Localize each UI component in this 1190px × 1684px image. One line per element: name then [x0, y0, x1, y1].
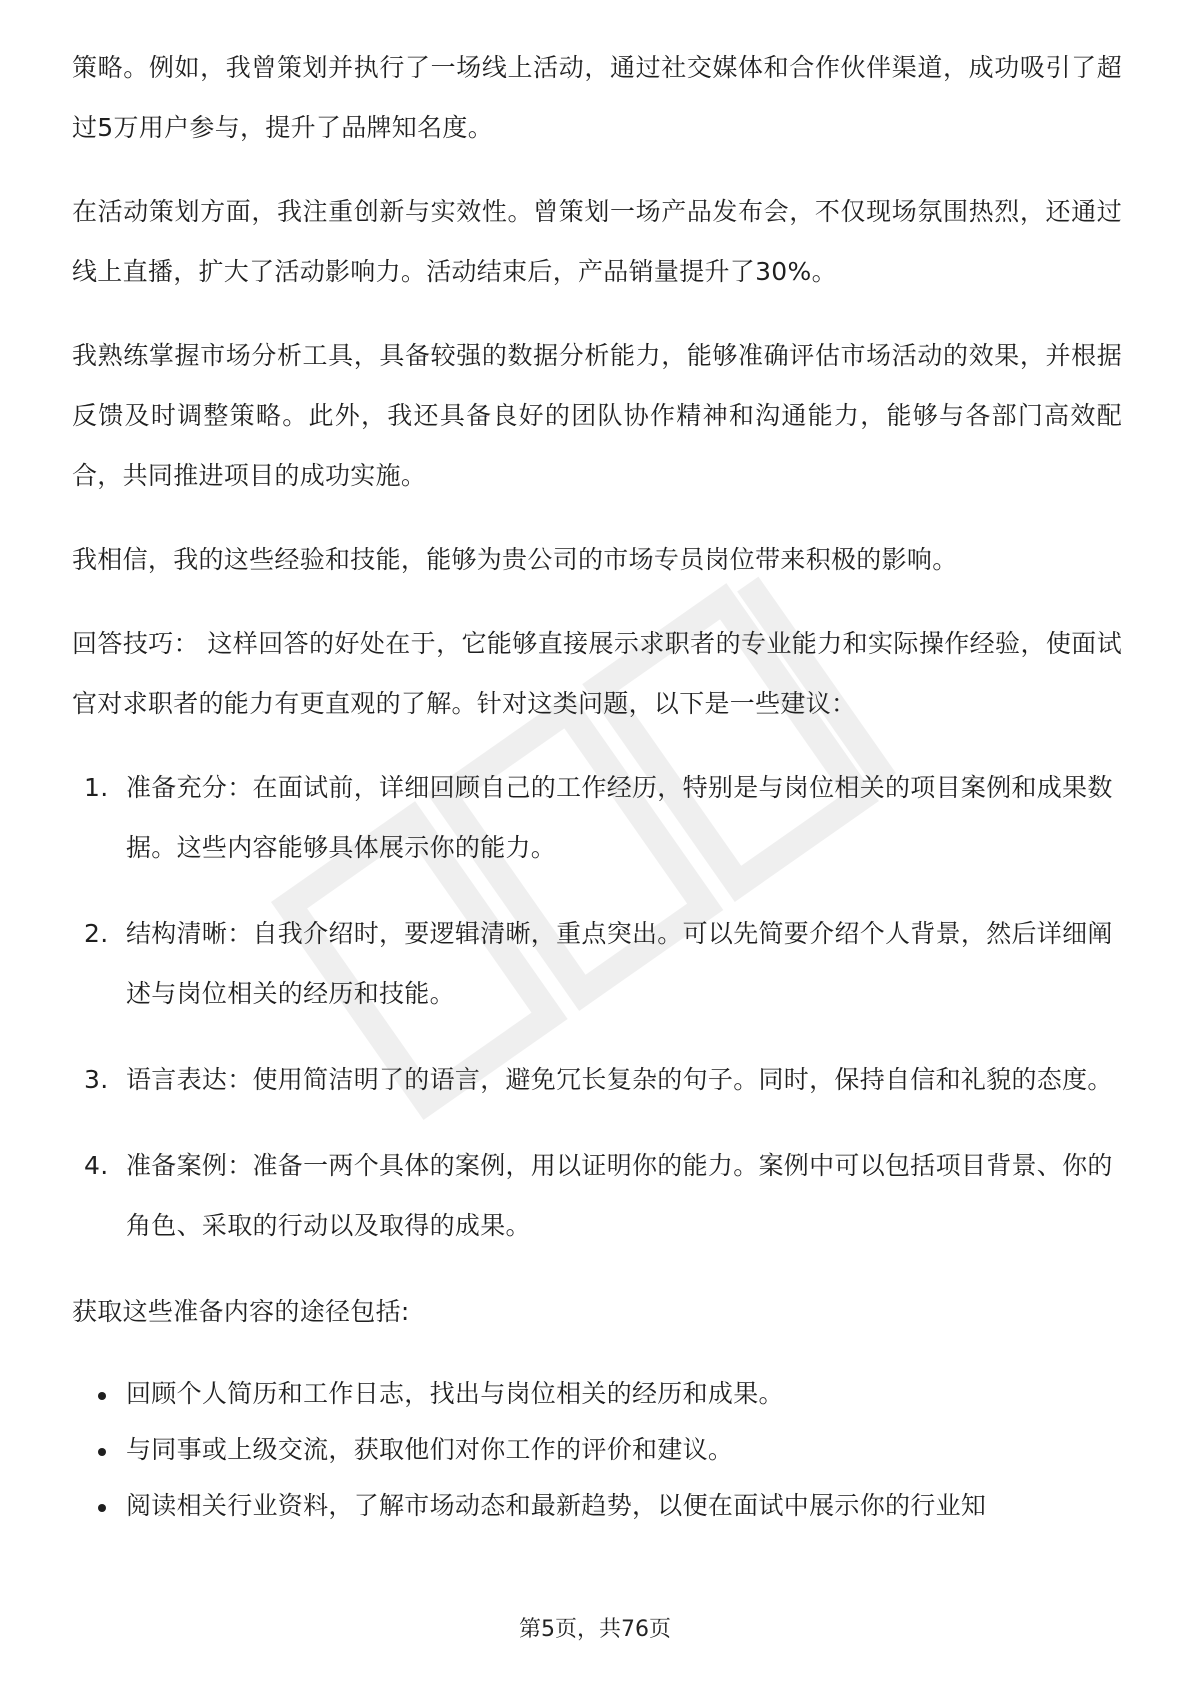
- sources-list: [72, 1366, 1122, 1534]
- paragraph: 我熟练掌握市场分析工具，具备较强的数据分析能力，能够准确评估市场活动的效果，并根据反馈及时调整策略。此外，我还具备良好的团队协作精神和沟通能力，能够与各部门高效配合，共同推进项目的成功实施。: [72, 341, 1122, 490]
- bullet-icon: [98, 1504, 106, 1512]
- list-item: [72, 758, 1122, 878]
- list-number: 1.: [84, 773, 109, 802]
- list-item-text: 阅读相关行业资料，了解市场动态和最新趋势，以便在面试中展示你的行业知: [126, 1491, 987, 1520]
- tips-list: [72, 758, 1122, 1256]
- list-item-text: 与同事或上级交流，获取他们对你工作的评价和建议。: [126, 1435, 734, 1464]
- bullet-icon: [98, 1392, 106, 1400]
- paragraph: 在活动策划方面，我注重创新与实效性。曾策划一场产品发布会，不仅现场氛围热烈，还通过线上直播，扩大了活动影响力。活动结束后，产品销量提升了30%。: [72, 197, 1122, 286]
- document-page: [72, 38, 1122, 1534]
- list-item: [72, 1478, 1122, 1534]
- list-item-text: 回顾个人简历和工作日志，找出与岗位相关的经历和成果。: [126, 1379, 784, 1408]
- list-item: [72, 1366, 1122, 1422]
- list-item: [72, 1422, 1122, 1478]
- list-item: [72, 904, 1122, 1024]
- sources-heading: 获取这些准备内容的途径包括:: [72, 1297, 410, 1326]
- paragraph: 策略。例如，我曾策划并执行了一场线上活动，通过社交媒体和合作伙伴渠道，成功吸引了超过5万用户参与，提升了品牌知名度。: [72, 53, 1122, 142]
- answer-tips-intro: 回答技巧： 这样回答的好处在于，它能够直接展示求职者的专业能力和实际操作经验，使面试官对求职者的能力有更直观的了解。针对这类问题，以下是一些建议：: [72, 629, 1122, 718]
- list-item-text: 准备充分：在面试前，详细回顾自己的工作经历，特别是与岗位相关的项目案例和成果数据。这些内容能够具体展示你的能力。: [126, 773, 1113, 862]
- list-item: [72, 1136, 1122, 1256]
- bullet-icon: [98, 1448, 106, 1456]
- list-number: 4.: [84, 1151, 109, 1180]
- paragraph: 我相信，我的这些经验和技能，能够为贵公司的市场专员岗位带来积极的影响。: [72, 545, 958, 574]
- list-number: 3.: [84, 1065, 109, 1094]
- list-item-text: 结构清晰：自我介绍时，要逻辑清晰，重点突出。可以先简要介绍个人背景，然后详细阐述与岗位相关的经历和技能。: [126, 919, 1113, 1008]
- list-number: 2.: [84, 919, 109, 948]
- page-number: 第5页，共76页: [519, 1617, 671, 1642]
- list-item-text: 语言表达：使用简洁明了的语言，避免冗长复杂的句子。同时，保持自信和礼貌的态度。: [126, 1065, 1113, 1094]
- list-item-text: 准备案例：准备一两个具体的案例，用以证明你的能力。案例中可以包括项目背景、你的角色、采取的行动以及取得的成果。: [126, 1151, 1113, 1240]
- list-item: [72, 1050, 1122, 1110]
